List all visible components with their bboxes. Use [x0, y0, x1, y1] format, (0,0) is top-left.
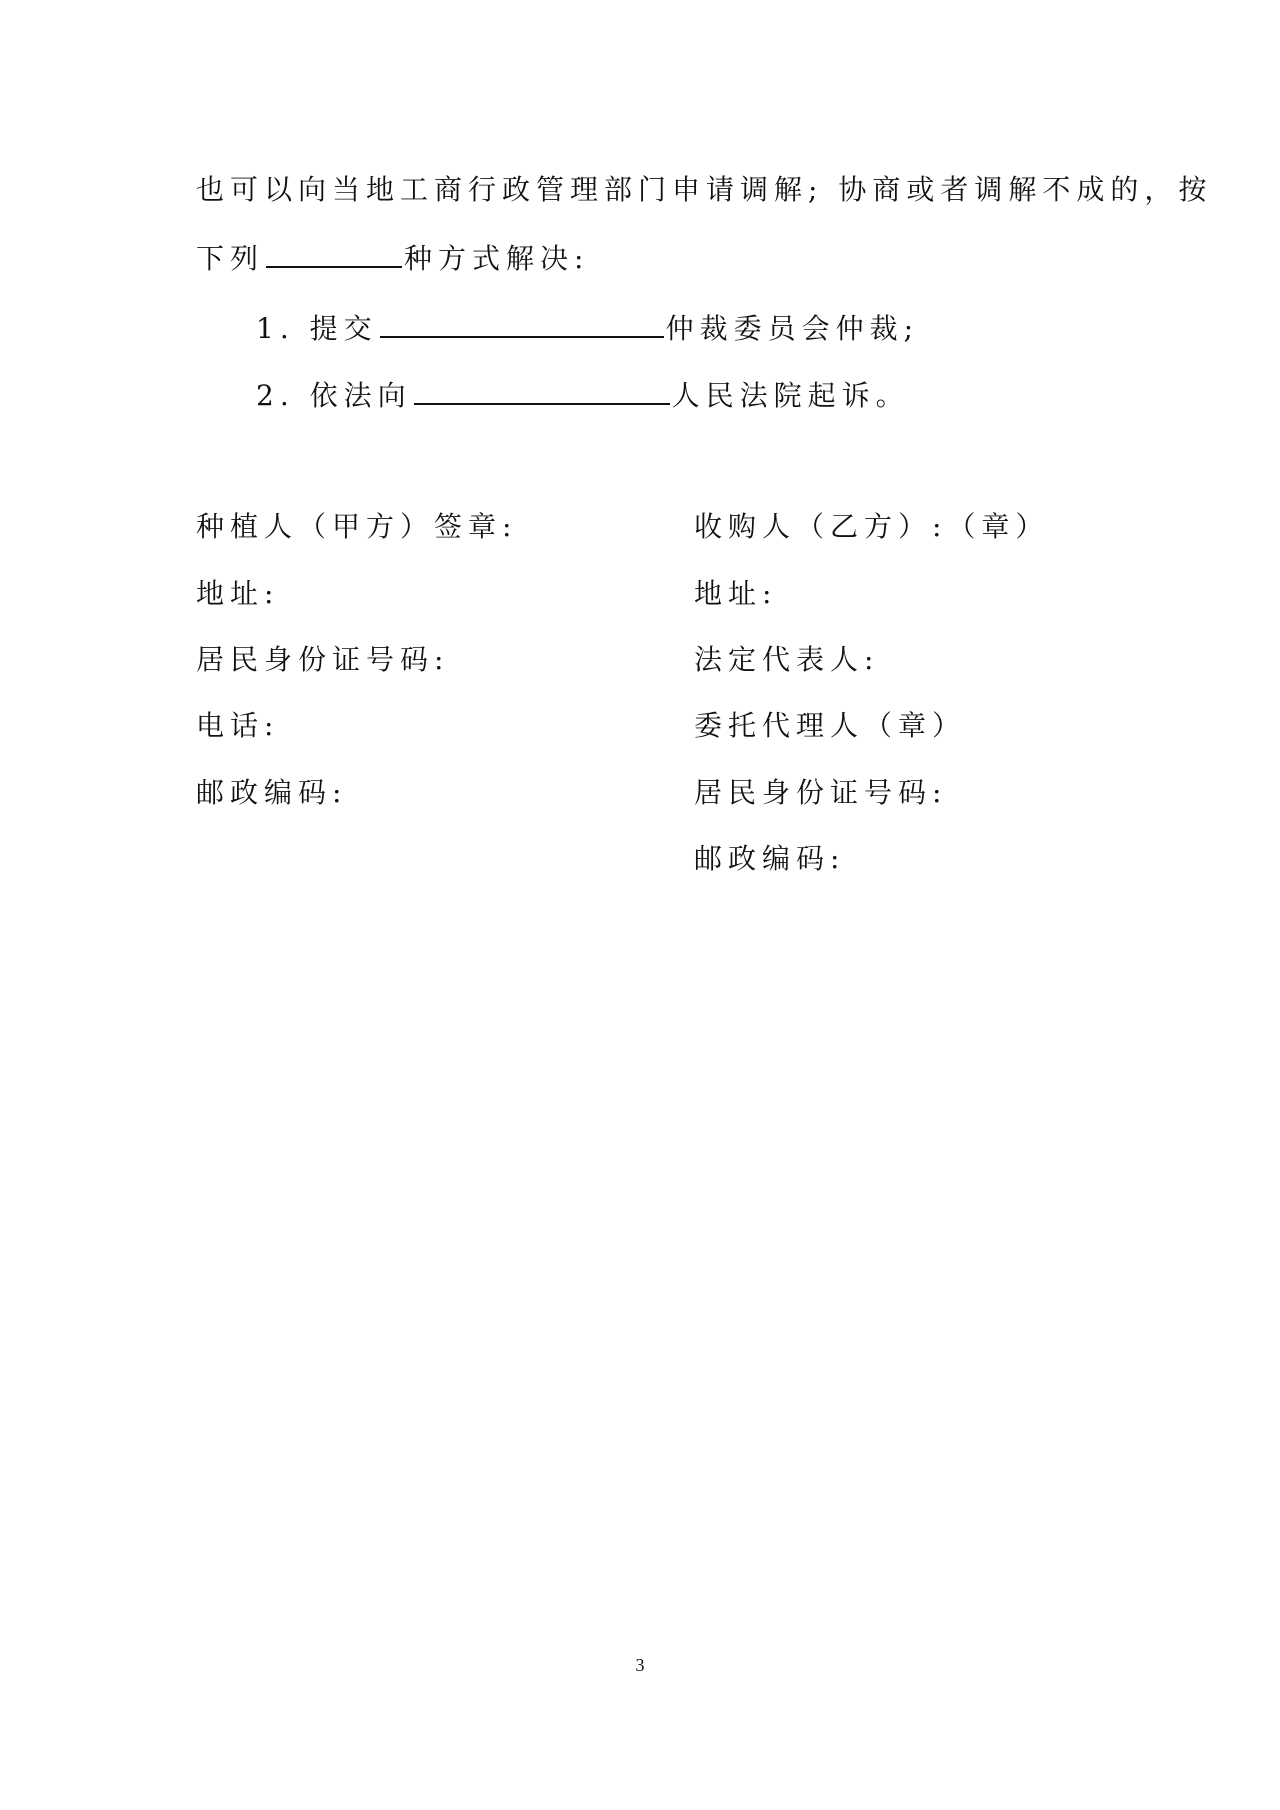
option-text: 人民法院起诉。	[671, 379, 910, 412]
method-count-blank[interactable]	[266, 236, 402, 268]
clause-text: 下列	[196, 242, 265, 275]
party-a-address: 地址:	[196, 577, 280, 610]
arbitration-committee-blank[interactable]	[380, 306, 664, 338]
clause-text: 种方式解决:	[404, 242, 590, 275]
clause-line-1	[196, 170, 1212, 210]
party-a-postal-code: 邮政编码:	[196, 776, 348, 809]
party-b-postal-code: 邮政编码:	[694, 842, 846, 875]
party-a-title: 种植人（甲方）签章:	[196, 510, 518, 543]
party-a-id-number: 居民身份证号码:	[196, 643, 450, 676]
option-court	[256, 373, 910, 416]
clause-line-2	[196, 236, 589, 279]
party-b-legal-rep: 法定代表人:	[694, 643, 880, 676]
party-b-title: 收购人（乙方）:（章）	[694, 510, 1050, 543]
option-text: 仲裁委员会仲裁;	[665, 312, 920, 345]
option-number: 2.	[256, 379, 295, 412]
option-arbitration	[256, 306, 919, 349]
party-b-address: 地址:	[694, 577, 778, 610]
party-b-id-number: 居民身份证号码:	[694, 776, 948, 809]
option-text: 提交	[309, 312, 378, 345]
party-b-agent: 委托代理人（章）	[694, 709, 967, 742]
option-text: 依法向	[309, 379, 412, 412]
clause-text: 也可以向当地工商行政管理部门申请调解; 协商或者调解不成的，按	[196, 173, 1213, 206]
party-a-phone: 电话:	[196, 709, 280, 742]
court-blank[interactable]	[414, 373, 670, 405]
page-number: 3	[635, 1655, 645, 1675]
option-number: 1.	[256, 312, 295, 345]
